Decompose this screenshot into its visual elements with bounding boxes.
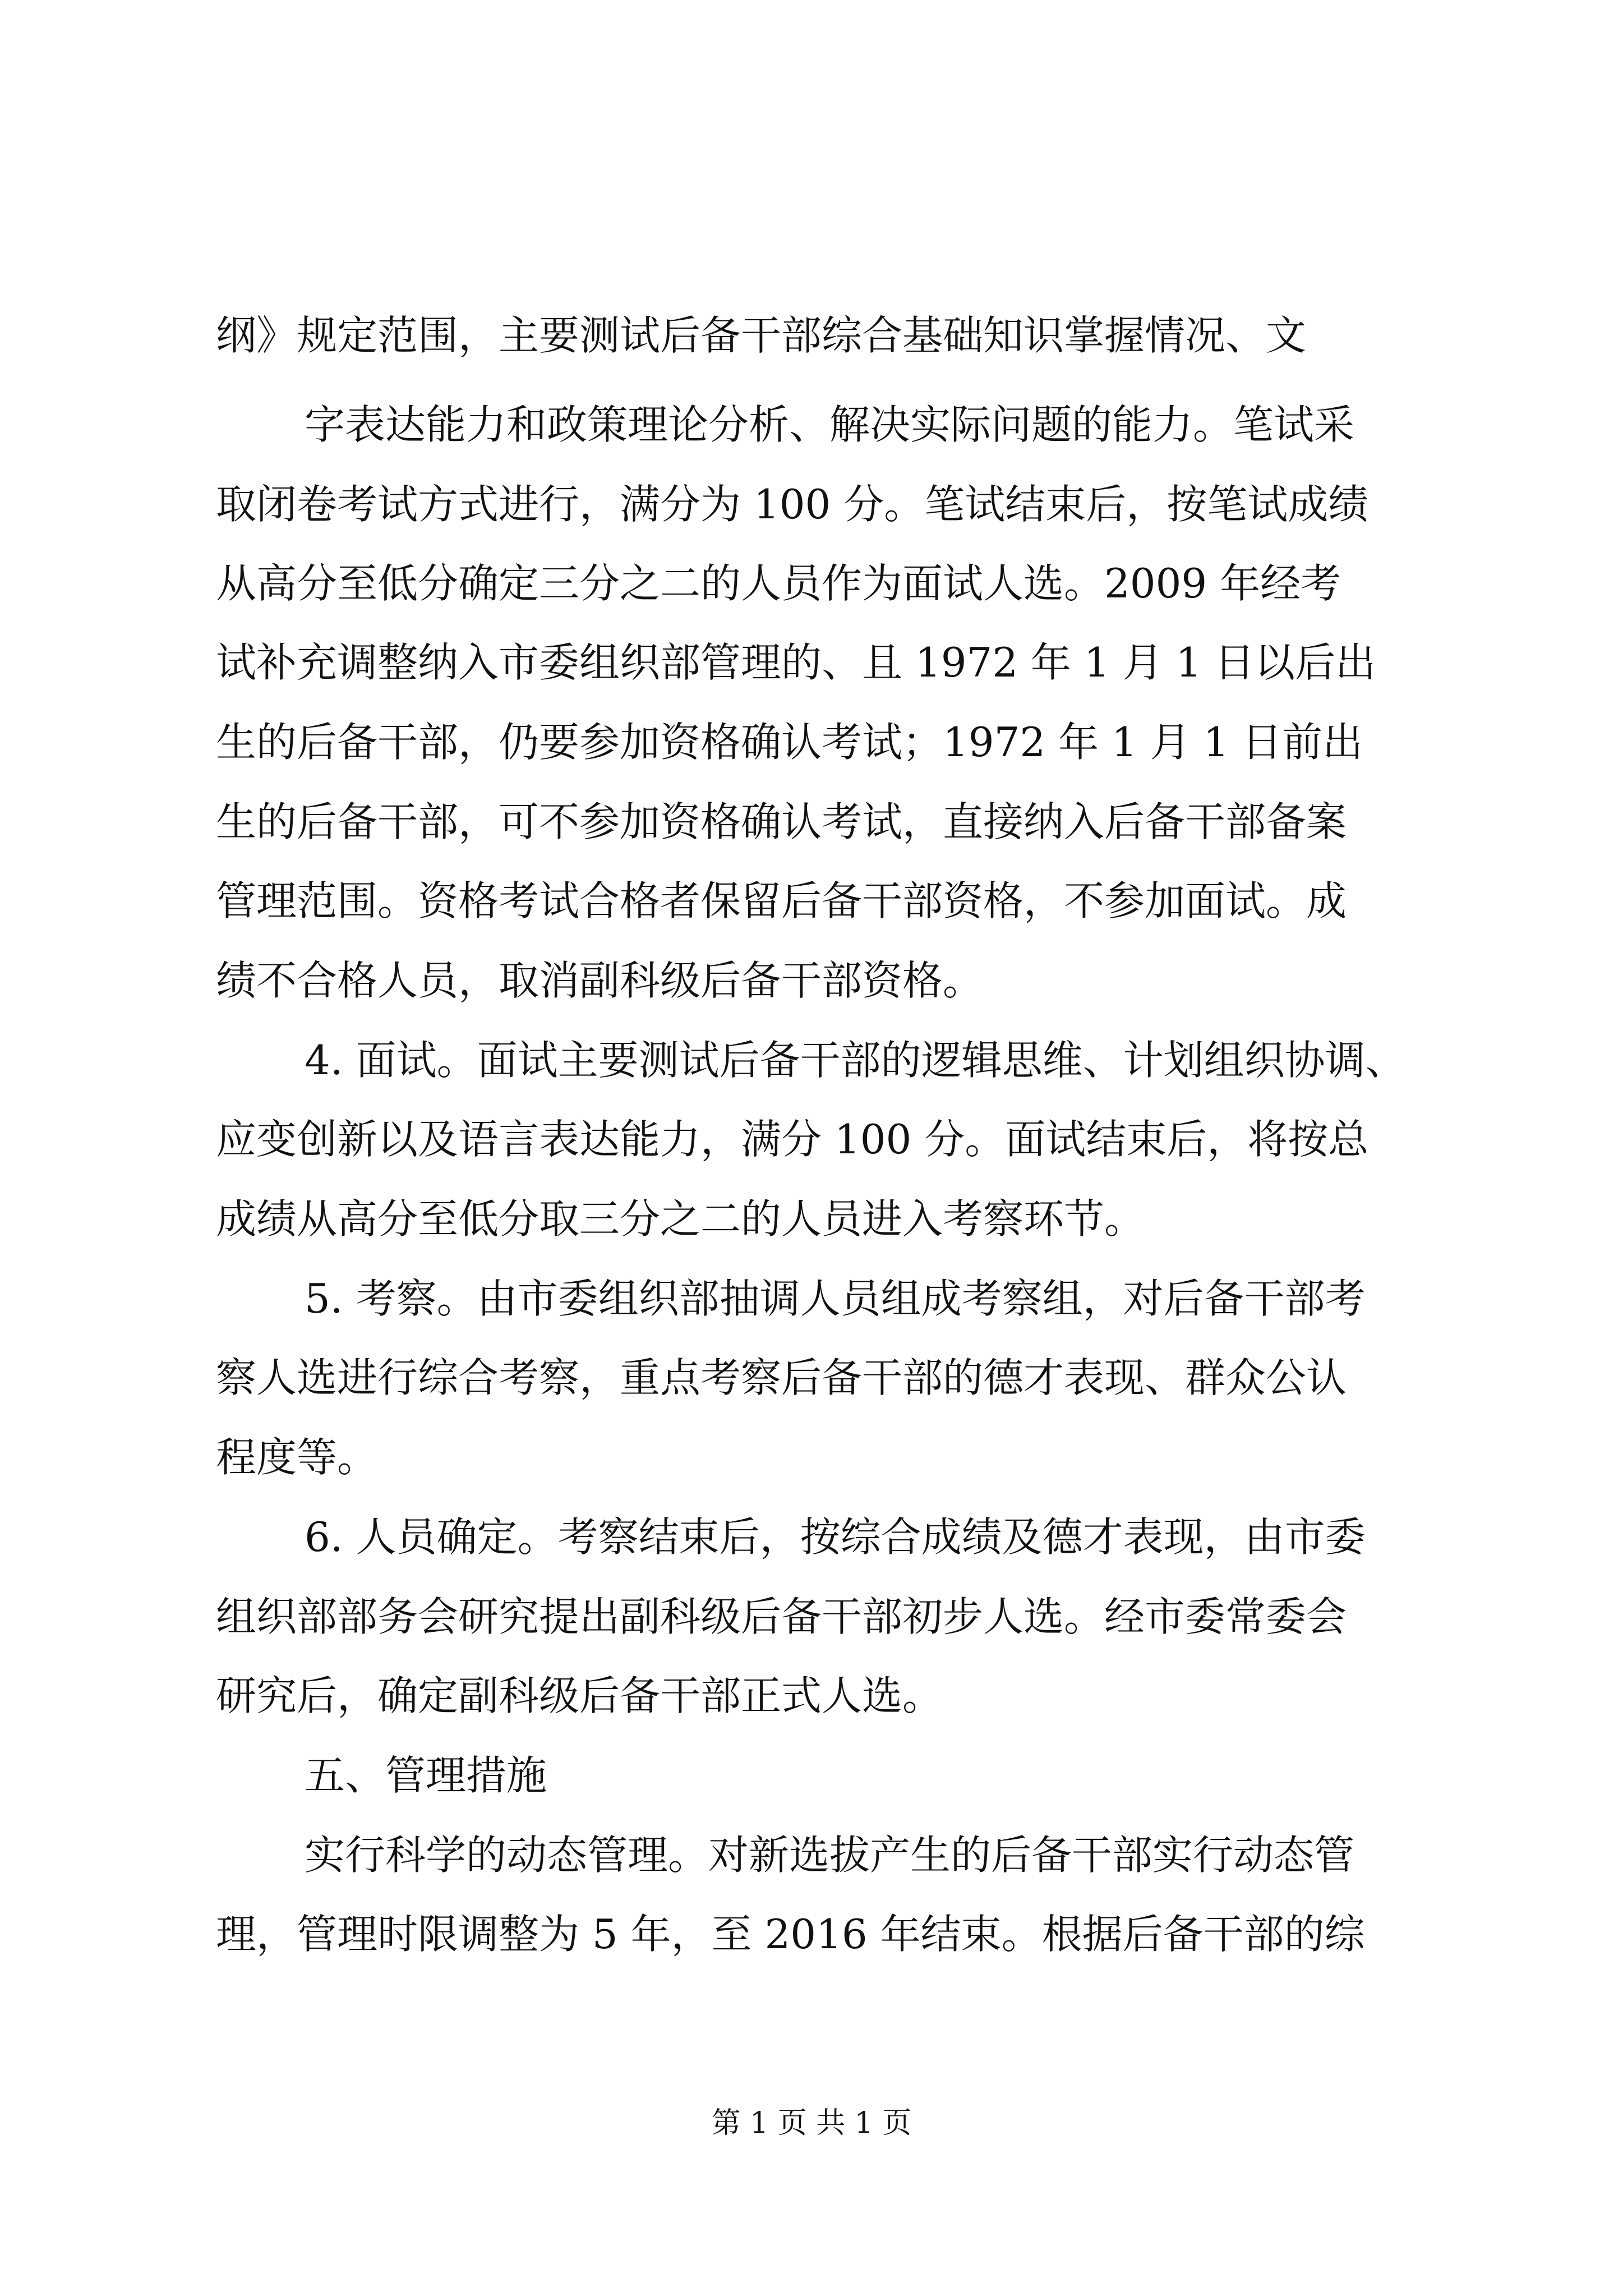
text-line-18: 研究后，确定副科级后备干部正式人选。 <box>216 1672 943 1719</box>
page-number-footer: 第 1 页 共 1 页 <box>711 2106 912 2140</box>
text-line-20: 实行科学的动态管理。对新选拔产生的后备干部实行动态管 <box>305 1832 1355 1879</box>
text-line-1: 纲》规定范围，主要测试后备干部综合基础知识掌握情况、文 <box>216 312 1307 359</box>
text-line-5: 试补充调整纳入市委组织部管理的、且 1972 年 1 月 1 日以后出 <box>216 639 1376 686</box>
text-line-14: 察人选进行综合考察，重点考察后备干部的德才表现、群众公认 <box>216 1354 1347 1401</box>
text-line-13: 5. 考察。由市委组织部抽调人员组成考察组，对后备干部考 <box>305 1275 1366 1322</box>
section-heading: 五、管理措施 <box>305 1752 547 1799</box>
text-line-21: 理，管理时限调整为 5 年，至 2016 年结束。根据后备干部的综 <box>216 1911 1365 1958</box>
text-line-4: 从高分至低分确定三分之二的人员作为面试人选。2009 年经考 <box>216 560 1341 607</box>
text-line-11: 应变创新以及语言表达能力，满分 100 分。面试结束后，将按总 <box>216 1116 1369 1163</box>
text-line-15: 程度等。 <box>216 1434 378 1481</box>
text-line-12: 成绩从高分至低分取三分之二的人员进入考察环节。 <box>216 1195 1145 1243</box>
text-line-8: 管理范围。资格考试合格者保留后备干部资格，不参加面试。成 <box>216 877 1347 924</box>
text-line-3: 取闭卷考试方式进行，满分为 100 分。笔试结束后，按笔试成绩 <box>216 481 1369 528</box>
text-line-17: 组织部部务会研究提出副科级后备干部初步人选。经市委常委会 <box>216 1593 1347 1640</box>
text-line-6: 生的后备干部，仍要参加资格确认考试；1972 年 1 月 1 日前出 <box>216 719 1363 766</box>
text-line-2: 字表达能力和政策理论分析、解决实际问题的能力。笔试采 <box>305 401 1355 448</box>
text-line-9: 绩不合格人员，取消副科级后备干部资格。 <box>216 957 984 1004</box>
text-line-7: 生的后备干部，可不参加资格确认考试，直接纳入后备干部备案 <box>216 798 1347 845</box>
text-line-16: 6. 人员确定。考察结束后，按综合成绩及德才表现，由市委 <box>305 1513 1366 1561</box>
text-line-10: 4. 面试。面试主要测试后备干部的逻辑思维、计划组织协调、 <box>305 1037 1406 1084</box>
